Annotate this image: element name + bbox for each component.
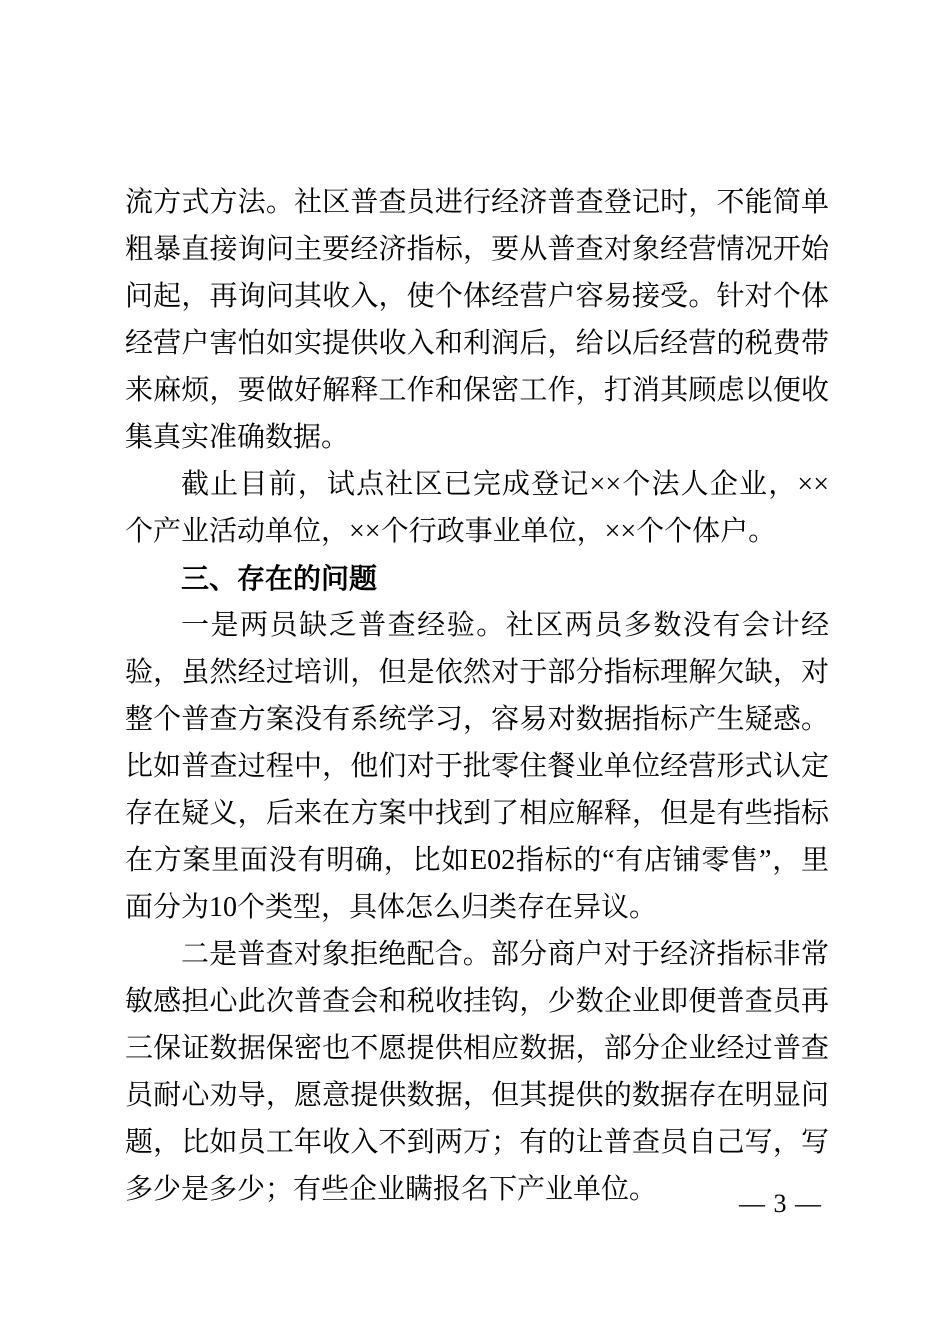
paragraph-continuation: 流方式方法。社区普查员进行经济普查登记时，不能简单粗暴直接询问主要经济指标，要从普查对象经营情况开始问起，再询问其收入，使个体经营户容易接受。针对个体经营户害怕如实提供收入和利润后，给以后经营的税费带来麻烦，要做好解释工作和保密工作，打消其顾虑以便收集真实准确数据。 [125,187,829,453]
page-number: — 3 — [739,1189,822,1218]
paragraph-problem-2: 二是普查对象拒绝配合。部分商户对于经济指标非常敏感担心此次普查会和税收挂钩，少数企业即便普查员再三保证数据保密也不愿提供相应数据，部分企业经过普查员耐心劝导，愿意提供数据，但其提供的数据存在明显问题，比如员工年收入不到两万；有的让普查员自己写，写多少是多少；有些企业瞒报名下产业单位。 [125,939,829,1205]
paragraph-problem-1: 一是两员缺乏普查经验。社区两员多数没有会计经验，虽然经过培训，但是依然对于部分指标理解欠缺，对整个普查方案没有系统学习，容易对数据指标产生疑惑。比如普查过程中，他们对于批零住餐业单位经营形式认定存在疑义，后来在方案中找到了相应解释，但是有些指标在方案里面没有明确，比如E02指标的“有店铺零售”，里面分为10个类型，具体怎么归类存在异议。 [125,610,829,923]
paragraph-summary: 截止目前，试点社区已完成登记××个法人企业，××个产业活动单位，××个行政事业单位，××个个体户。 [125,469,829,547]
document-body [125,179,829,1213]
section-heading: 三、存在的问题 [181,563,378,594]
